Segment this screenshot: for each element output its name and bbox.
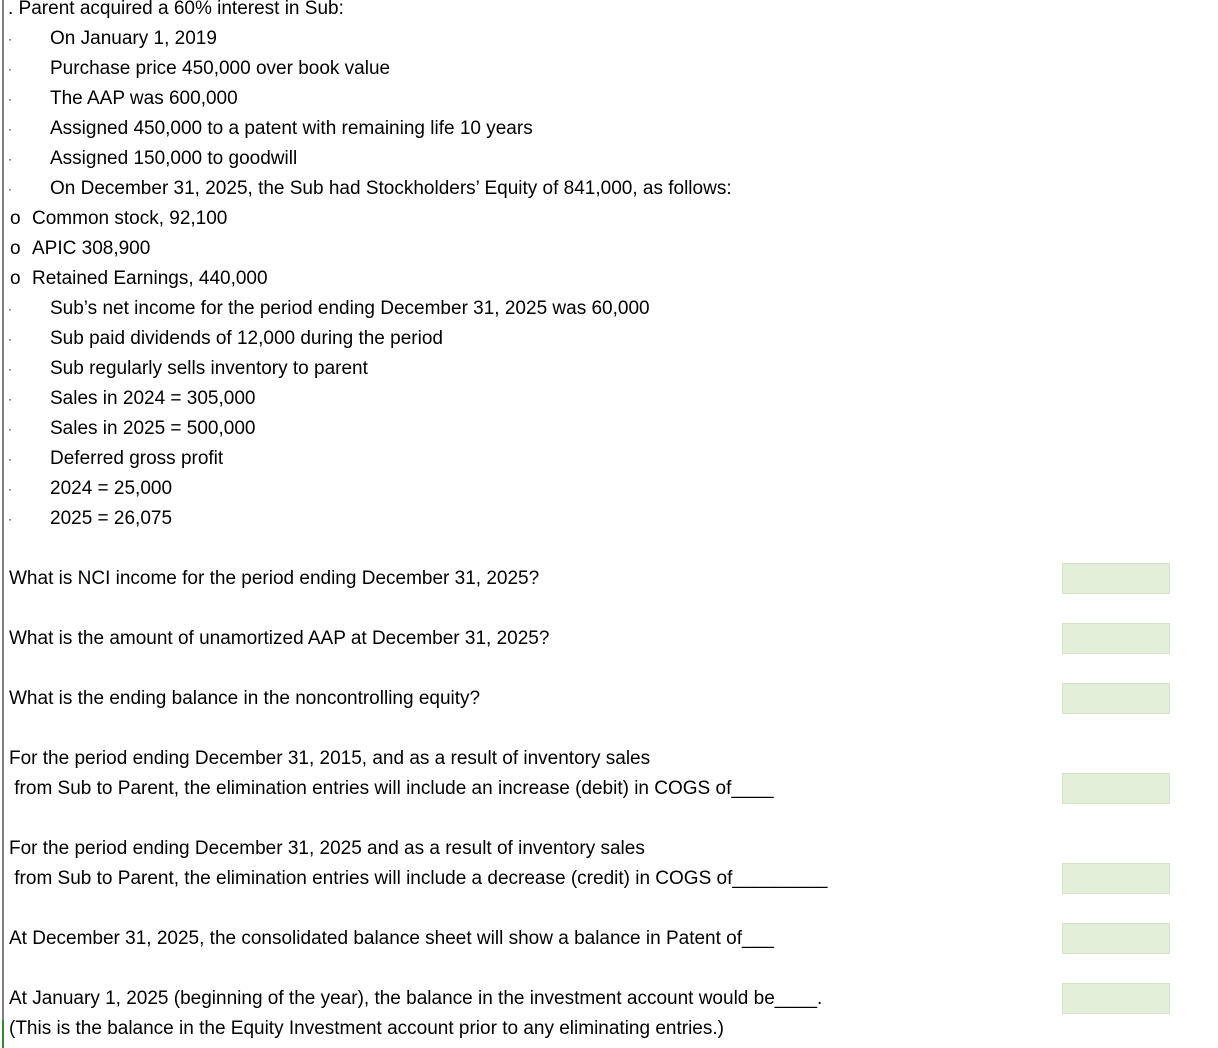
fact-item: On December 31, 2025, the Sub had Stockholders’ Equity of 841,000, as follows:	[50, 178, 732, 199]
question-cogs-decrease-line2: from Sub to Parent, the elimination entries will include a decrease (credit) in COGS of_________	[9, 868, 828, 889]
fact-item: Sub’s net income for the period ending December 31, 2025 was 60,000	[50, 298, 650, 319]
equity-item: Common stock, 92,100	[32, 208, 228, 229]
question-cogs-increase-line1: For the period ending December 31, 2015, and as a result of inventory sales	[9, 748, 651, 769]
bullet-dot: ·	[8, 452, 12, 466]
left-border	[2, 0, 4, 1048]
fact-item: Sub paid dividends of 12,000 during the period	[50, 328, 443, 349]
answer-cell-nci-ending-balance[interactable]	[1062, 683, 1170, 714]
fact-item: 2025 = 26,075	[50, 508, 173, 529]
bullet-dot: ·	[8, 122, 12, 136]
bullet-o: o	[10, 268, 21, 289]
bullet-dot: ·	[8, 362, 12, 376]
equity-item: Retained Earnings, 440,000	[32, 268, 268, 289]
equity-item: APIC 308,900	[32, 238, 151, 259]
active-row-indicator	[2, 1020, 4, 1048]
bullet-dot: ·	[8, 512, 12, 526]
fact-item: Sales in 2025 = 500,000	[50, 418, 256, 439]
fact-item: Purchase price 450,000 over book value	[50, 58, 391, 79]
question-patent-balance: At December 31, 2025, the consolidated balance sheet will show a balance in Patent of___	[9, 928, 774, 949]
question-nci-income: What is NCI income for the period ending December 31, 2025?	[9, 568, 540, 589]
bullet-dot: ·	[8, 32, 12, 46]
question-unamortized-aap: What is the amount of unamortized AAP at December 31, 2025?	[9, 628, 550, 649]
bullet-dot: ·	[8, 392, 12, 406]
bullet-dot: ·	[8, 302, 12, 316]
fact-item: The AAP was 600,000	[50, 88, 238, 109]
answer-cell-patent-balance[interactable]	[1062, 923, 1170, 954]
answer-cell-unamortized-aap[interactable]	[1062, 623, 1170, 654]
fact-item: Assigned 150,000 to goodwill	[50, 148, 298, 169]
answer-cell-investment-balance[interactable]	[1062, 983, 1170, 1014]
fact-item: Assigned 450,000 to a patent with remaining life 10 years	[50, 118, 533, 139]
question-cogs-decrease-line1: For the period ending December 31, 2025 and as a result of inventory sales	[9, 838, 645, 859]
fact-item: 2024 = 25,000	[50, 478, 173, 499]
bullet-dot: ·	[8, 182, 12, 196]
bullet-dot: ·	[8, 62, 12, 76]
answer-cell-cogs-decrease[interactable]	[1062, 863, 1170, 894]
fact-item: Sub regularly sells inventory to parent	[50, 358, 368, 379]
bullet-dot: ·	[8, 92, 12, 106]
question-investment-balance-line1: At January 1, 2025 (beginning of the year), the balance in the investment account would be____.	[9, 988, 823, 1009]
question-investment-balance-line2: (This is the balance in the Equity Investment account prior to any eliminating entries.)	[9, 1018, 724, 1039]
question-cogs-increase-line2: from Sub to Parent, the elimination entries will include an increase (debit) in COGS of____	[9, 778, 774, 799]
fact-item: Sales in 2024 = 305,000	[50, 388, 256, 409]
bullet-o: o	[10, 208, 21, 229]
question-nci-ending-balance: What is the ending balance in the noncontrolling equity?	[9, 688, 481, 709]
bullet-dot: ·	[8, 332, 12, 346]
bullet-dot: ·	[8, 422, 12, 436]
answer-cell-cogs-increase[interactable]	[1062, 773, 1170, 804]
bullet-dot: ·	[8, 482, 12, 496]
fact-item: Deferred gross profit	[50, 448, 224, 469]
fact-item: On January 1, 2019	[50, 28, 217, 49]
intro-line: . Parent acquired a 60% interest in Sub:	[8, 0, 344, 19]
answer-cell-nci-income[interactable]	[1062, 563, 1170, 594]
bullet-o: o	[10, 238, 21, 259]
bullet-dot: ·	[8, 152, 12, 166]
